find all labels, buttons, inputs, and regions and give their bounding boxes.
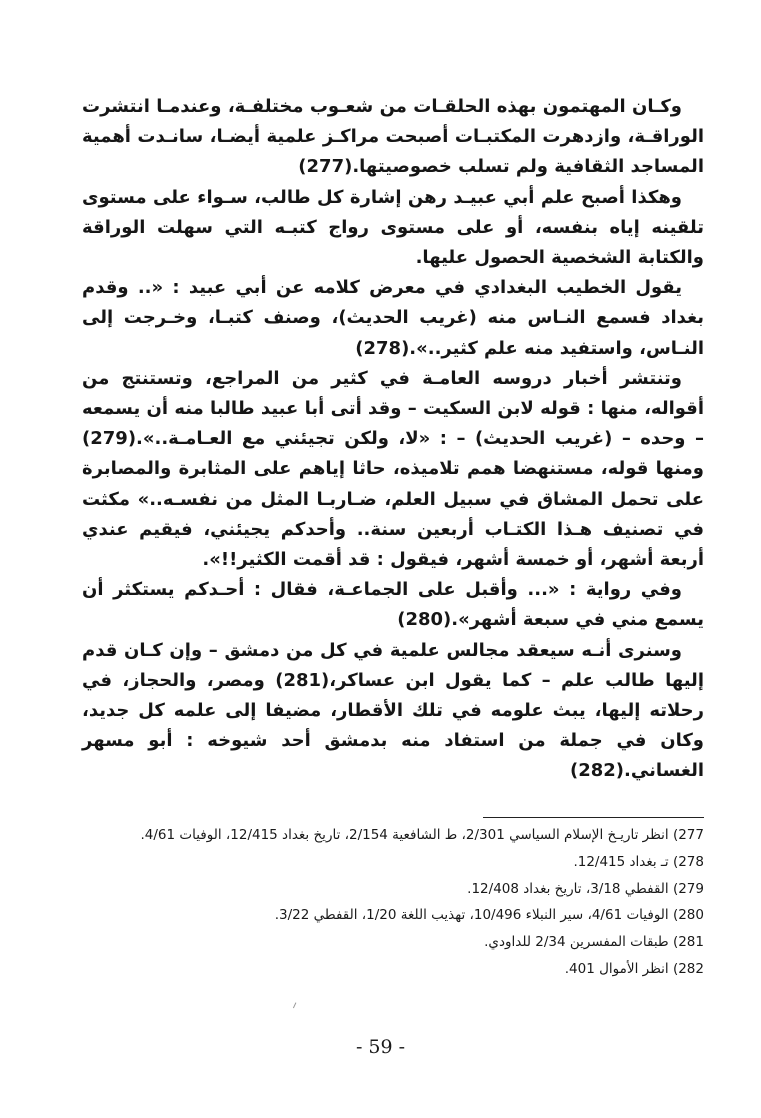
footnote: 279) القفطي 3/18، تاريخ بغداد 12/408.: [467, 880, 704, 897]
footnote: 278) تـ بغداد 12/415.: [573, 853, 704, 870]
footnote: 280) الوفيات 4/61، سير النبلاء 10/496، تهذيب اللغة 1/20، القفطي 3/22.: [274, 907, 704, 924]
paragraph: وتنتشر أخبار دروسه العامـة في كثير من المراجع، وتستنتج من أقواله، منها : قوله لابن السكيت – وقد أتى أبا عبيد طالبا منه أن يسمعه – وحده – (غريب الحديث) – : «لا، ولكن تجيئني مع العـامـة..».(279) ومنها قوله، مستنهضا همم تلاميذه، حاثا إياهم على المثابرة والمصابرة على تحمل المشاق في سبيل العلم، ضـاربـا المثل من نفسـه..» مكثت في تصنيف هـذا الكتـاب أربعين سنة.. وأحدكم يجيئني، فيقيم عندي أربعة أشهر، أو خمسة أشهر، فيقول : قد أقمت الكثير!!».: [82, 367, 704, 571]
body-text: [82, 92, 704, 787]
footnote: 277) انظر تاريـخ الإسلام السياسي 2/301، ط الشافعية 2/154، تاريخ بغداد 12/415، الوفيات 4/61.: [140, 827, 704, 843]
paragraph: وسنرى أنـه سيعقد مجالس علمية في كل من دمشق – وإن كـان قدم إليها طالب علم – كما يقول ابن عساكر،(281) ومصر، والحجاز، في رحلاته إليها، يبث علومه في تلك الأقطار، مضيفا إلى علمه كل جديد، وكان في جملة من استفاد منه بدمشق أحد شيوخه : أبو مسهر الغساني.(282): [82, 639, 704, 782]
paragraph: وكـان المهتمون بهذه الحلقـات من شعـوب مختلفـة، وعندمـا انتشرت الوراقـة، وازدهرت المكتبـات أصبحت مراكـز علمية أيضـا، سانـدت أهمية المساجد الثقافية ولم تسلب خصوصيتها.(277): [82, 96, 704, 178]
paragraph: يقول الخطيب البغدادي في معرض كلامه عن أبي عبيد : «.. وقدم بغداد فسمع النـاس منه (غريب الحديث)، وصنف كتبـا، وخـرجت إلى النـاس، واستفيد منه علم كثير..».(278): [82, 277, 704, 359]
footnotes: [82, 822, 704, 983]
scan-speck: [293, 1002, 299, 1009]
footnote-separator: [483, 817, 704, 818]
footnote: 282) انظر الأموال 401.: [564, 960, 704, 977]
page-number: - 59 -: [355, 1036, 406, 1058]
paragraph: وفي رواية : «... وأقبل على الجماعـة، فقال : أحـدكم يستكثر أن يسمع مني في سبعة أشهر».(280): [82, 579, 704, 631]
footnote: 281) طبقات المفسرين 2/34 للداودي.: [484, 934, 704, 951]
paragraph: وهكذا أصبح علم أبي عبيـد رهن إشارة كل طالب، سـواء على مستوى تلقينه إياه بنفسه، أو على مستوى رواج كتبـه التي سهلت الوراقة والكتابة الشخصية الحصول عليها.: [82, 186, 704, 269]
